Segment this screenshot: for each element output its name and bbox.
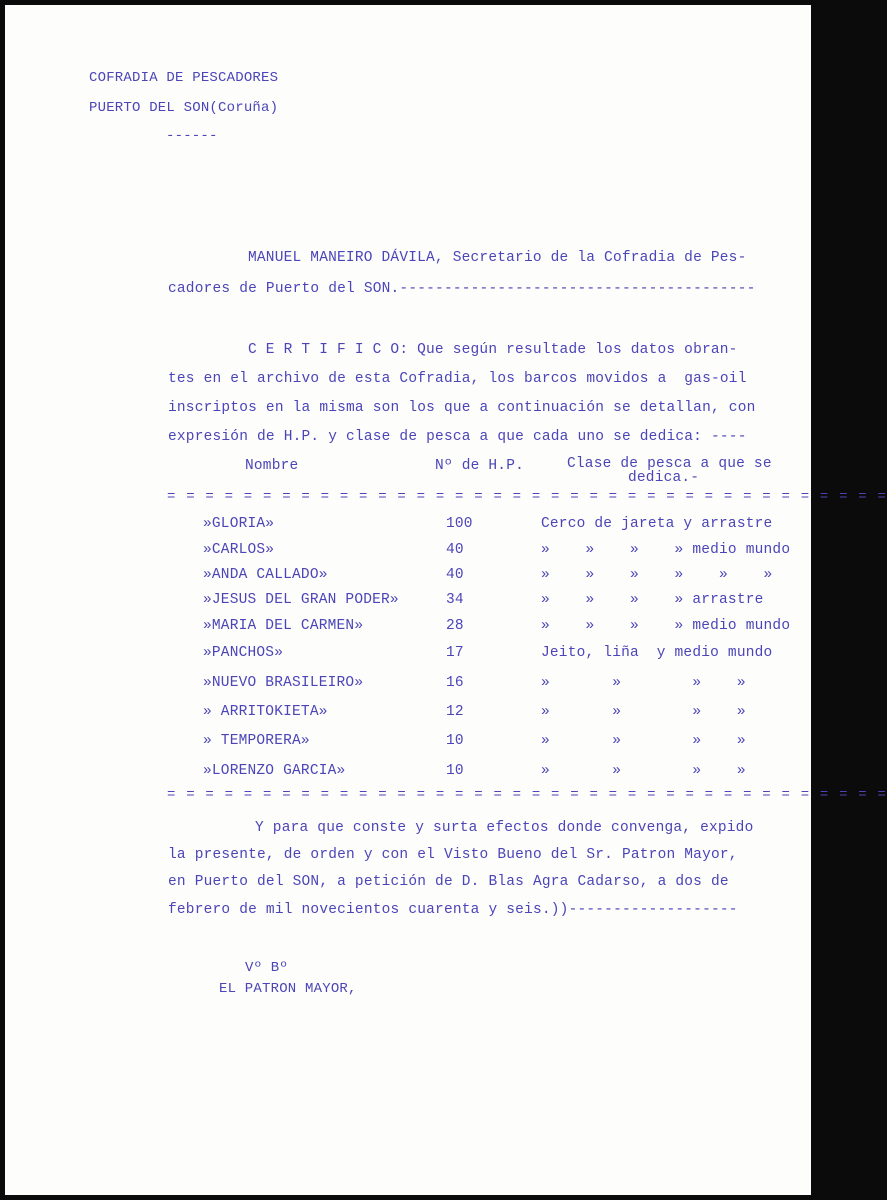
vessel-fishing-type: » » » » medio mundo — [541, 618, 791, 634]
vessel-hp: 10 — [446, 763, 464, 779]
intro-line-2: cadores de Puerto del SON.---------------------------------------- — [168, 281, 756, 297]
vessel-hp: 34 — [446, 592, 464, 608]
vessel-fishing-type: Cerco de jareta y arrastre — [541, 516, 773, 532]
closing-line-3: en Puerto del SON, a petición de D. Blas Agra Cadarso, a dos de — [168, 874, 729, 890]
certifico-line-4: expresión de H.P. y clase de pesca a que cada uno se dedica: ---- — [168, 429, 747, 445]
org-location: PUERTO DEL SON(Coruña) — [89, 100, 279, 116]
vessel-hp: 100 — [446, 516, 473, 532]
vessel-hp: 17 — [446, 645, 464, 661]
vessel-hp: 40 — [446, 542, 464, 558]
vessel-fishing-type: Jeito, liña y medio mundo — [541, 645, 773, 661]
document-page — [5, 5, 887, 1195]
table-separator-bottom: = = = = = = = = = = = = = = = = = = = = = = = = = = = = = = = = = = = = = = — [167, 787, 887, 803]
vessel-hp: 12 — [446, 704, 464, 720]
vessel-name: »NUEVO BRASILEIRO» — [203, 675, 364, 691]
vessel-name: »CARLOS» — [203, 542, 275, 558]
column-header-clase-cont: dedica.- — [628, 470, 700, 486]
vessel-hp: 40 — [446, 567, 464, 583]
vessel-name: »PANCHOS» — [203, 645, 284, 661]
vessel-name: »JESUS DEL GRAN PODER» — [203, 592, 399, 608]
closing-line-1: Y para que conste y surta efectos donde convenga, expido — [255, 820, 754, 836]
vessel-fishing-type: » » » » — [541, 675, 746, 691]
column-header-nombre: Nombre — [245, 458, 299, 474]
vessel-hp: 10 — [446, 733, 464, 749]
vessel-name: » TEMPORERA» — [203, 733, 310, 749]
vessel-name: »ANDA CALLADO» — [203, 567, 328, 583]
closing-line-2: la presente, de orden y con el Visto Bueno del Sr. Patron Mayor, — [168, 847, 738, 863]
column-header-clase: Clase de pesca a que se — [567, 456, 772, 472]
vessel-hp: 16 — [446, 675, 464, 691]
vessel-hp: 28 — [446, 618, 464, 634]
visto-bueno: Vº Bº — [245, 960, 289, 976]
vessel-fishing-type: » » » » medio mundo — [541, 542, 791, 558]
closing-line-4: febrero de mil novecientos cuarenta y seis.))------------------- — [168, 902, 738, 918]
vessel-fishing-type: » » » » — [541, 733, 746, 749]
intro-line-1: MANUEL MANEIRO DÁVILA, Secretario de la Cofradia de Pes- — [248, 250, 747, 266]
vessel-fishing-type: » » » » — [541, 763, 746, 779]
certifico-line-3: inscriptos en la misma son los que a continuación se detallan, con — [168, 400, 756, 416]
org-rule: ------ — [166, 128, 218, 144]
certifico-line-1: C E R T I F I C O: Que según resultade los datos obran- — [248, 342, 738, 358]
vessel-name: »LORENZO GARCIA» — [203, 763, 346, 779]
table-separator-top: = = = = = = = = = = = = = = = = = = = = = = = = = = = = = = = = = = = = = = — [167, 489, 887, 505]
column-header-hp: Nº de H.P. — [435, 458, 525, 474]
vessel-fishing-type: » » » » » » — [541, 567, 773, 583]
patron-mayor-signature: EL PATRON MAYOR, — [219, 981, 357, 997]
certifico-line-2: tes en el archivo de esta Cofradia, los barcos movidos a gas-oil — [168, 371, 747, 387]
vessel-name: » ARRITOKIETA» — [203, 704, 328, 720]
org-name: COFRADIA DE PESCADORES — [89, 70, 279, 86]
vessel-fishing-type: » » » » — [541, 704, 746, 720]
vessel-name: »MARIA DEL CARMEN» — [203, 618, 364, 634]
vessel-fishing-type: » » » » arrastre — [541, 592, 764, 608]
vessel-name: »GLORIA» — [203, 516, 275, 532]
